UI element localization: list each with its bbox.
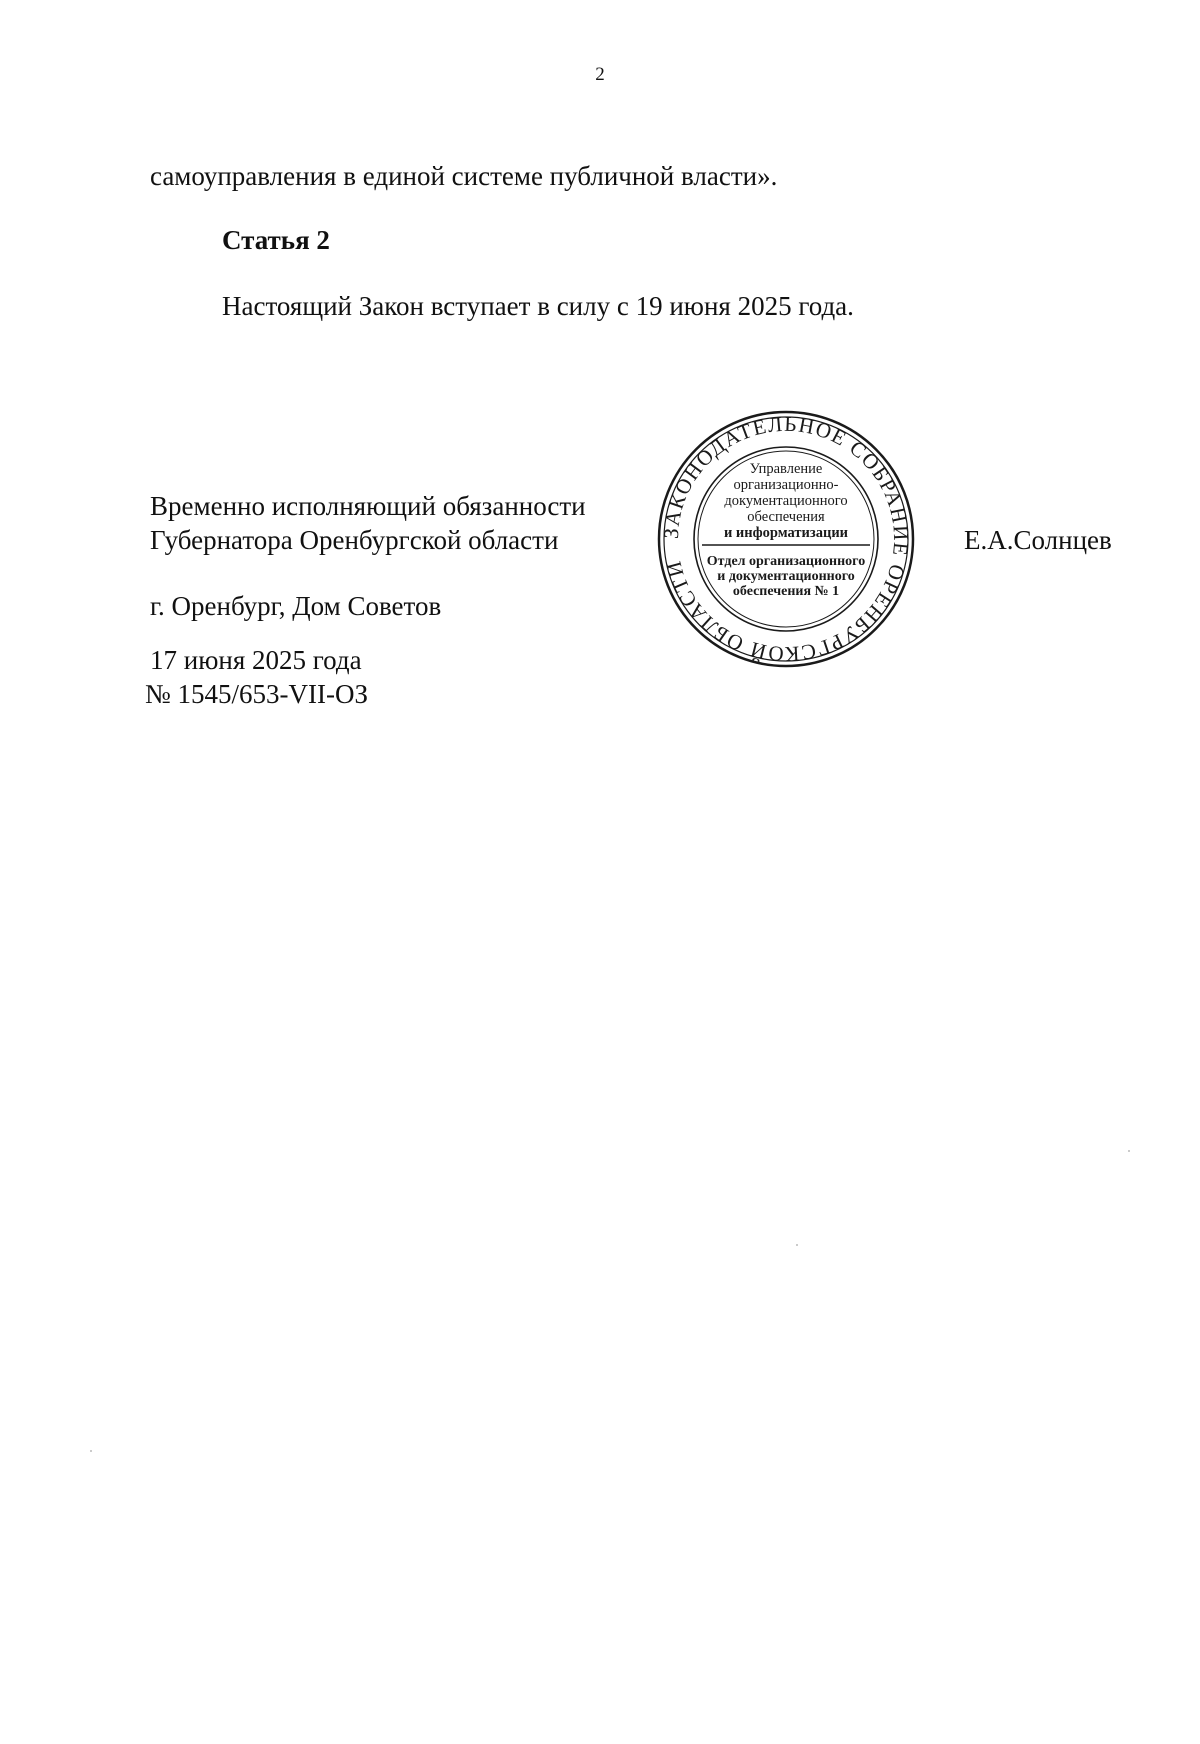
seal-upper-line: Управление [749, 461, 823, 477]
seal-upper-line: документационного [724, 493, 848, 509]
signing-place: г. Оренбург, Дом Советов [150, 591, 442, 621]
page-number: 2 [595, 64, 605, 85]
seal-upper-line: и информатизации [723, 525, 849, 541]
seal-upper-line: обеспечения [747, 509, 825, 525]
article-body: Настоящий Закон вступает в силу с 19 июня 2025 года. [222, 291, 854, 321]
article-heading: Статья 2 [222, 225, 330, 255]
signatory-title-line1: Временно исполняющий обязанности [150, 491, 586, 521]
seal-upper-line: организационно- [733, 477, 839, 493]
seal-ring-text: ЗАКОНОДАТЕЛЬНОЕ СОБРАНИЕ ОРЕНБУРГСКОЙ ОБЛАСТИ [658, 411, 914, 667]
official-seal-stamp [656, 409, 916, 669]
signatory-title-line2: Губернатора Оренбургской области [150, 525, 559, 555]
signing-date: 17 июня 2025 года [150, 645, 362, 675]
paragraph-continuation: самоуправления в единой системе публичной власти». [150, 161, 778, 191]
law-number: № 1545/653-VII-ОЗ [145, 679, 369, 709]
signatory-name: Е.А.Солнцев [964, 525, 1112, 555]
seal-lower-line: и документационного [717, 569, 855, 584]
scan-speck [90, 1450, 92, 1452]
scan-speck [1128, 1150, 1130, 1152]
scan-speck [796, 1244, 798, 1246]
seal-lower-line: Отдел организационного [706, 554, 866, 569]
seal-lower-line: обеспечения № 1 [732, 584, 840, 599]
